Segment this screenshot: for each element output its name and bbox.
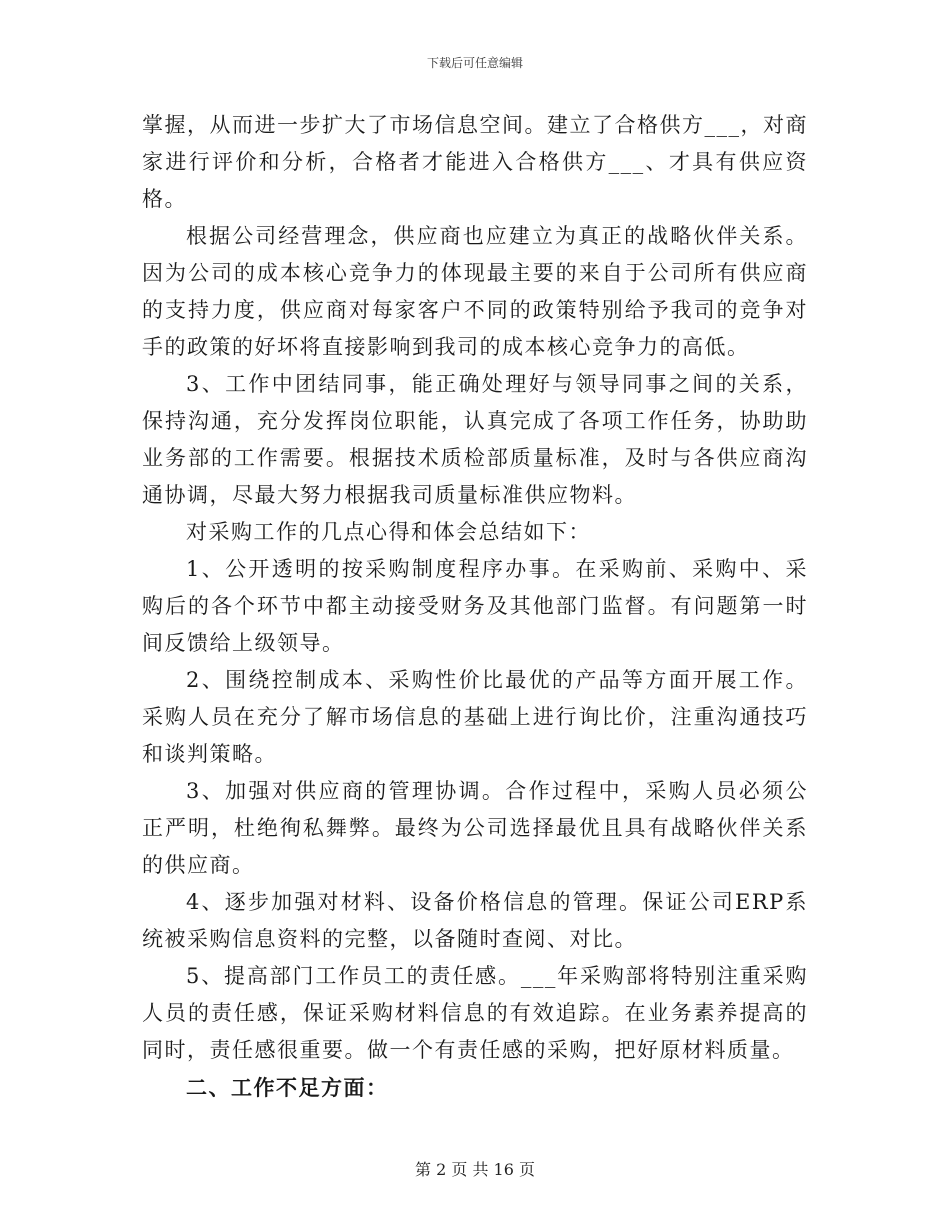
paragraph-item-3-teamwork: 3、工作中团结同事，能正确处理好与领导同事之间的关系，保持沟通，充分发挥岗位职能，认真完成了各项工作任务，协助助业务部的工作需要。根据技术质检部质量标准，及时与各供应商沟通协调，尽最大努力根据我司质量标准供应物料。 — [142, 372, 808, 507]
document-body — [142, 107, 808, 1106]
paragraph-point-4: 4、逐步加强对材料、设备价格信息的管理。保证公司ERP系统被采购信息资料的完整，以备随时查阅、对比。 — [142, 890, 808, 951]
paragraph-point-1: 1、公开透明的按采购制度程序办事。在采购前、采购中、采购后的各个环节中都主动接受财务及其他部门监督。有问题第一时间反馈给上级领导。 — [142, 557, 808, 655]
paragraph-point-2: 2、围绕控制成本、采购性价比最优的产品等方面开展工作。采购人员在充分了解市场信息的基础上进行询比价，注重沟通技巧和谈判策略。 — [142, 668, 808, 766]
paragraph-continuation: 掌握，从而进一步扩大了市场信息空间。建立了合格供方___，对商家进行评价和分析，合格者才能进入合格供方___、才具有供应资格。 — [142, 113, 808, 211]
paragraph-strategy: 根据公司经营理念，供应商也应建立为真正的战略伙伴关系。因为公司的成本核心竞争力的体现最主要的来自于公司所有供应商的支持力度，供应商对每家客户不同的政策特别给予我司的竞争对手的政策的好坏将直接影响到我司的成本核心竞争力的高低。 — [142, 224, 808, 359]
page-number: 第 2 页 共 16 页 — [415, 1160, 535, 1179]
paragraph-summary-intro: 对采购工作的几点心得和体会总结如下： — [186, 520, 591, 544]
paragraph-point-3: 3、加强对供应商的管理协调。合作过程中，采购人员必须公正严明，杜绝徇私舞弊。最终为公司选择最优且具有战略伙伴关系的供应商。 — [142, 779, 808, 877]
section-heading: 二、工作不足方面： — [186, 1075, 389, 1100]
page-header-note: 下载后可任意编辑 — [426, 56, 523, 70]
paragraph-point-5: 5、提高部门工作员工的责任感。___年采购部将特别注重采购人员的责任感，保证采购材料信息的有效追踪。在业务素养提高的同时，责任感很重要。做一个有责任感的采购，把好原材料质量。 — [142, 964, 808, 1062]
